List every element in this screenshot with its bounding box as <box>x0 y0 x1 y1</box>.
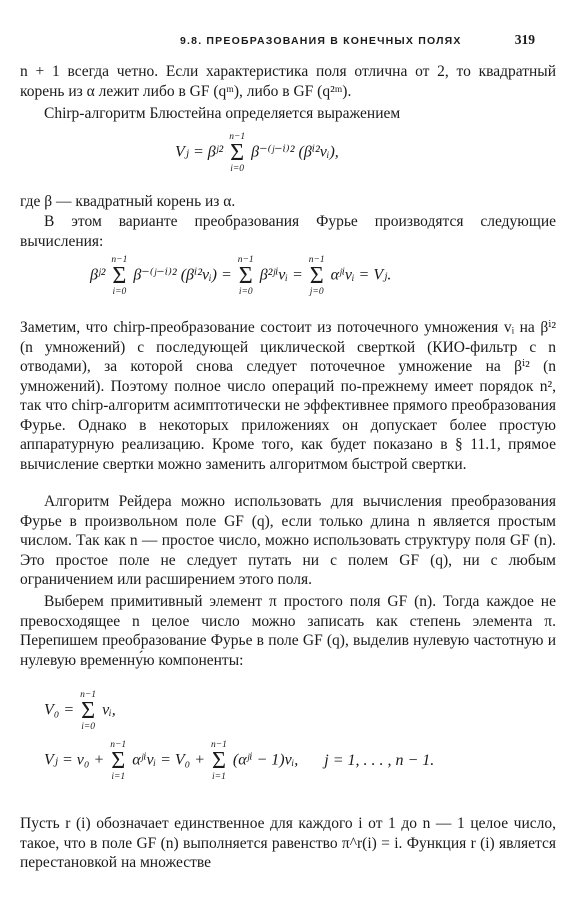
sum-upper-limit: n−1 <box>110 740 127 750</box>
sum-lower-limit: i=0 <box>230 164 245 174</box>
formula-2-part-d: αʲⁱvᵢ = Vⱼ. <box>330 266 392 284</box>
sum-symbol: n−1 Σ i=0 <box>237 255 254 297</box>
sum-upper-limit: n−1 <box>80 690 97 700</box>
sum-lower-limit: i=0 <box>81 722 95 732</box>
paragraph-3: где β — квадратный корень из α. <box>20 193 236 210</box>
sum-symbol: n−1 Σ j=0 <box>308 255 325 297</box>
sum-upper-limit: n−1 <box>211 740 227 750</box>
paragraph-6: Алгоритм Рейдера можно использовать для вычисления преобразования Фурье в произвольном поле GF (q), если только длина n является простым числом. Так как n — простое число, можно использовать структуру поля GF (n). Это простое поле не следует путать ни с полем GF (q), ни с любым ограничением или расширением этого поля. <box>20 493 556 588</box>
paragraph-8: Пусть r (i) обозначает единственное для каждого i от 1 до n — 1 целое число, такое, что в поле GF (n) выполняется равенство π^r(i) = i. Функция r (i) является перестановкой на множестве <box>20 815 556 871</box>
running-head <box>180 30 535 52</box>
sum-upper-limit: n−1 <box>237 255 254 265</box>
sum-lower-limit: j=0 <box>309 287 324 297</box>
paragraph-4: В этом варианте преобразования Фурье производятся следующие вычисления: <box>20 213 556 250</box>
sum-symbol: n−1 Σ i=0 <box>111 255 128 297</box>
sum-symbol: n−1 Σ i=0 <box>80 690 97 732</box>
sum-symbol: n−1 Σ i=1 <box>211 740 227 782</box>
formula-2-part-b: β⁻⁽ʲ⁻ⁱ⁾² (βⁱ²vᵢ) = <box>133 266 232 284</box>
formula-4-lhs: Vⱼ = v₀ + <box>44 751 105 769</box>
formula-chirp-computation <box>90 255 391 297</box>
formula-4-mid: αʲⁱvᵢ = V₀ + <box>132 751 205 769</box>
formula-3-rhs: vᵢ, <box>102 701 116 719</box>
formula-chirp-definition <box>175 132 339 174</box>
sum-upper-limit: n−1 <box>229 132 246 142</box>
sum-lower-limit: i=0 <box>112 287 127 297</box>
sum-upper-limit: n−1 <box>308 255 325 265</box>
formula-2-part-c: β²ʲⁱvᵢ = <box>259 266 303 284</box>
paragraph-5: Заметим, что chirp-преобразование состоит из поточечного умножения vᵢ на βⁱ² (n умножений) с последующей циклической сверткой (КИО-фильтр с n отводами), за которой снова следует поточечное умножение на βⁱ² (n умножений). Поэтому полное число операций по-прежнему имеет порядок n², так что chirp-алгоритм асимптотически не эффективнее прямого преобразования Фурье. Однако в некоторых приложениях он допускает более простую аппаратурную реализацию. Кроме того, как будет показано в § 11.1, прямое вычисление свертки можно заменить алгоритмом быстрой свертки. <box>20 319 556 473</box>
formula-4-condition: j = 1, . . . , n − 1. <box>324 751 435 769</box>
formula-1-lhs: Vⱼ = βʲ² <box>175 143 224 161</box>
formula-2-part-a: βʲ² <box>90 266 106 284</box>
formula-4-rhs: (αʲⁱ − 1)vᵢ, <box>232 751 299 769</box>
paragraph-2: Chirp-алгоритм Блюстейна определяется выражением <box>44 105 401 122</box>
sum-lower-limit: i=0 <box>238 287 253 297</box>
paragraph-1: n + 1 всегда четно. Если характеристика поля отлична от 2, то квадратный корень из α лежит либо в GF (qᵐ), либо в GF (q²ᵐ). <box>20 63 556 100</box>
formula-3-lhs: V₀ = <box>44 701 75 719</box>
sum-symbol: n−1 Σ i=0 <box>229 132 246 174</box>
sum-lower-limit: i=1 <box>111 772 126 782</box>
sum-upper-limit: n−1 <box>111 255 128 265</box>
running-title: 9.8. ПРЕОБРАЗОВАНИЯ В КОНЕЧНЫХ ПОЛЯХ <box>180 35 462 47</box>
paragraph-7: Выберем примитивный элемент π простого поля GF (n). Тогда каждое не превосходящее n целое число можно записать как степень элемента π. Перепишем преобразование Фурье в поле GF (q), выделив нулевую частотную и нулевую временну́ю компоненты: <box>20 593 556 669</box>
formula-1-rhs: β⁻⁽ʲ⁻ⁱ⁾² (βⁱ²vᵢ), <box>251 143 339 161</box>
formula-v0 <box>44 690 116 732</box>
sum-lower-limit: i=1 <box>212 772 226 782</box>
sum-symbol: n−1 Σ i=1 <box>110 740 127 782</box>
formula-vj <box>44 740 434 782</box>
page-number: 319 <box>514 32 535 47</box>
